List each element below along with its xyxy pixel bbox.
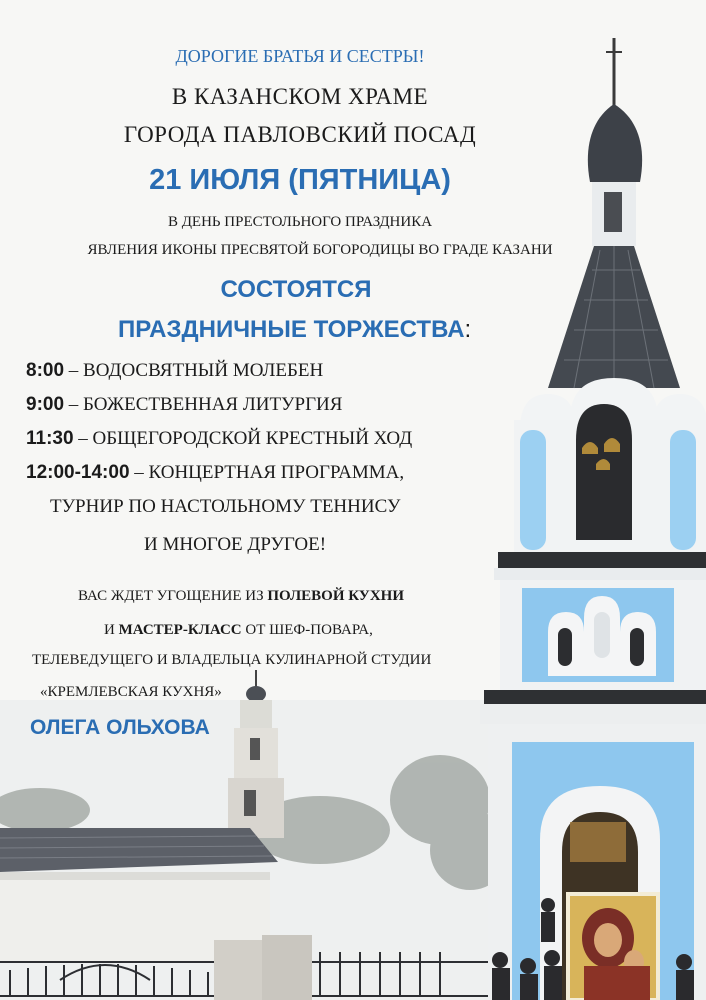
- schedule-item: [26, 462, 404, 484]
- headline-2-colon: :: [464, 316, 472, 343]
- schedule-time: 11:30: [26, 428, 74, 449]
- distant-bell-tower: [228, 670, 284, 838]
- event-date: 21 ИЮЛЯ (ПЯТНИЦА): [149, 164, 451, 196]
- headline-2: [118, 316, 471, 344]
- schedule-continuation-1: ТУРНИР ПО НАСТОЛЬНОМУ ТЕННИСУ: [50, 496, 401, 517]
- schedule-text: – ВОДОСВЯТНЫЙ МОЛЕБЕН: [64, 360, 324, 381]
- info-line-3: ТЕЛЕВЕДУЩЕГО И ВЛАДЕЛЬЦА КУЛИНАРНОЙ СТУДИИ: [32, 652, 432, 668]
- schedule-item: [26, 428, 412, 450]
- info-line-2-pre: И: [104, 622, 119, 638]
- info-line-2-post: ОТ ШЕФ-ПОВАРА,: [241, 622, 373, 638]
- kazan-icon-image: [568, 894, 658, 1000]
- chef-name: ОЛЕГА ОЛЬХОВА: [30, 716, 210, 739]
- info-line-2: [104, 622, 373, 639]
- schedule-item: [26, 394, 342, 416]
- info-line-1-bold: ПОЛЕВОЙ КУХНИ: [267, 588, 404, 604]
- church-line: В КАЗАНСКОМ ХРАМЕ: [171, 84, 429, 109]
- schedule-item: [26, 360, 323, 382]
- info-line-2-bold: МАСТЕР-КЛАСС: [118, 622, 242, 638]
- headline-2-text: ПРАЗДНИЧНЫЕ ТОРЖЕСТВА: [118, 316, 465, 343]
- schedule-time: 9:00: [26, 394, 65, 415]
- schedule-continuation-2: И МНОГОЕ ДРУГОЕ!: [144, 534, 327, 555]
- feast-line-2: ЯВЛЕНИЯ ИКОНЫ ПРЕСВЯТОЙ БОГОРОДИЦЫ ВО ГРАДЕ КАЗАНИ: [87, 242, 553, 258]
- greeting: ДОРОГИЕ БРАТЬЯ И СЕСТРЫ!: [175, 46, 425, 66]
- schedule-time: 12:00-14:00: [26, 462, 130, 483]
- headline-1: СОСТОЯТСЯ: [220, 276, 372, 303]
- schedule-time: 8:00: [26, 360, 65, 381]
- info-line-1: [78, 588, 404, 605]
- city-line: ГОРОДА ПАВЛОВСКИЙ ПОСАД: [123, 122, 477, 147]
- gate-pillar-2: [262, 935, 312, 1000]
- feast-line-1: В ДЕНЬ ПРЕСТОЛЬНОГО ПРАЗДНИКА: [167, 214, 433, 230]
- schedule-text: – БОЖЕСТВЕННАЯ ЛИТУРГИЯ: [64, 394, 343, 415]
- schedule-text: – ОБЩЕГОРОДСКОЙ КРЕСТНЫЙ ХОД: [73, 428, 413, 449]
- schedule-text: – КОНЦЕРТНАЯ ПРОГРАММА,: [129, 462, 405, 483]
- gate-pillar: [214, 940, 270, 1000]
- info-line-4: «КРЕМЛЕВСКАЯ КУХНЯ»: [40, 684, 222, 700]
- info-line-1-text: ВАС ЖДЕТ УГОЩЕНИЕ ИЗ: [78, 588, 268, 604]
